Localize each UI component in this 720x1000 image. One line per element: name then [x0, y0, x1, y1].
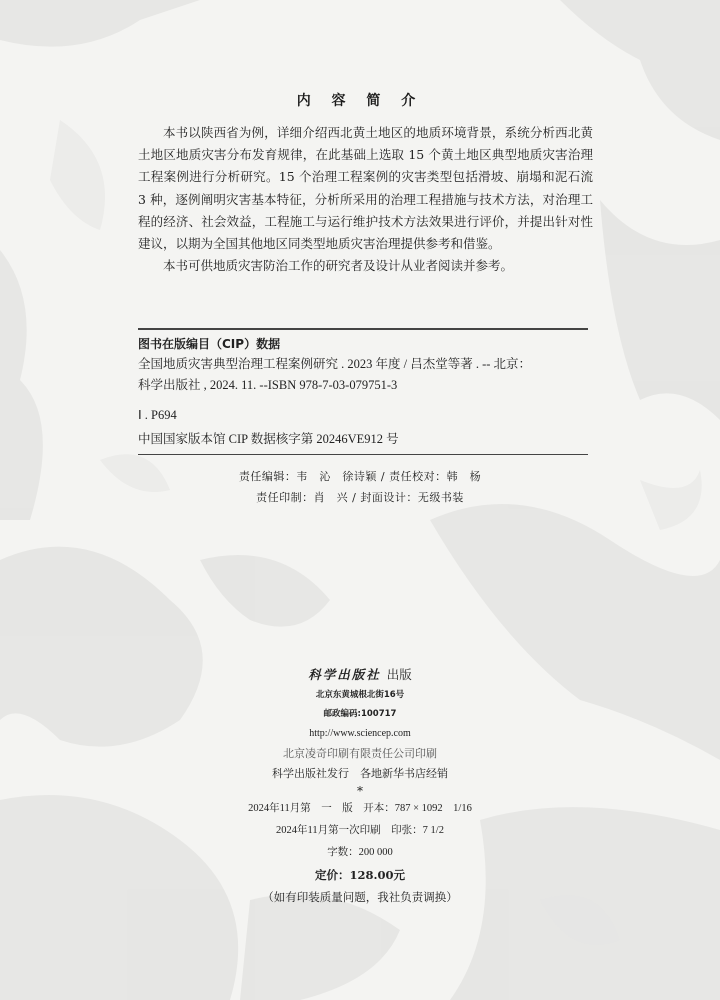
publisher-url: http://www.sciencep.com: [309, 728, 411, 739]
word-count: 字数：200 000: [327, 847, 393, 858]
cip-heading: 图书在版编目（CIP）数据: [138, 336, 281, 351]
price: 定价：128.00元: [314, 868, 405, 882]
publisher-address: 北京东黄城根北街16号: [315, 690, 405, 700]
edition-format: 2024年11月第 一 版 开本：787 × 1092 1/16: [248, 803, 472, 814]
publisher-suffix: 出版: [386, 667, 412, 682]
credits-line: 责任印制：肖 兴 / 封面设计：无级书装: [256, 491, 464, 504]
cip-record-line: 全国地质灾害典型治理工程案例研究 . 2023 年度 / 吕杰堂等著 . -- 北京：: [138, 356, 532, 371]
intro-paragraph: 本书可供地质灾害防治工作的研究者及设计从业者阅读并参考。: [163, 258, 514, 274]
cip-block: [138, 328, 588, 455]
printer: 北京凌奇印刷有限责任公司印刷: [283, 747, 437, 760]
cip-number: 中国国家版本馆 CIP 数据核字第 20246VE912 号: [138, 431, 399, 446]
editorial-credits: [0, 466, 720, 508]
intro-paragraph: 本书以陕西省为例，详细介绍西北黄土地区的地质环境背景，系统分析西北黄土地区地质灾害分布发育规律，在此基础上选取 15 个黄土地区典型地质灾害治理工程案例进行分析研究。15 个治理工程案例的灾害类型包括滑坡、崩塌和泥石流 3 种，逐例阐明灾害基本特征，分析所采用的治理工程措施与技术方法，对治理工程的经济、社会效益，工程施工与运行维护技术方法效果进行评价，并提出针对性建议，以期为全国其他地区同类型地质灾害治理提供参考和借鉴。: [138, 125, 593, 252]
quality-note: （如有印装质量问题，我社负责调换）: [262, 890, 458, 904]
credits-line: 责任编辑：韦 沁 徐诗颖 / 责任校对：韩 杨: [238, 470, 482, 483]
printing-sheets: 2024年11月第一次印刷 印张：7 1/2: [276, 825, 444, 836]
publication-imprint: [0, 664, 720, 908]
publisher-line: [0, 664, 720, 686]
postcode: 邮政编码:100717: [323, 709, 397, 719]
distribution: 科学出版社发行 各地新华书店经销: [272, 767, 448, 780]
cip-classification: Ⅰ . P694: [138, 407, 177, 422]
cip-bottom-rule: [138, 454, 588, 456]
intro-body: [138, 122, 593, 277]
intro-title: 内 容 简 介: [296, 93, 424, 109]
separator-star: *: [357, 784, 363, 798]
publisher-logo-text: 科学出版社: [308, 667, 381, 682]
cip-record-line: 科学出版社 , 2024. 11. --ISBN 978-7-03-079751-3: [138, 377, 398, 392]
